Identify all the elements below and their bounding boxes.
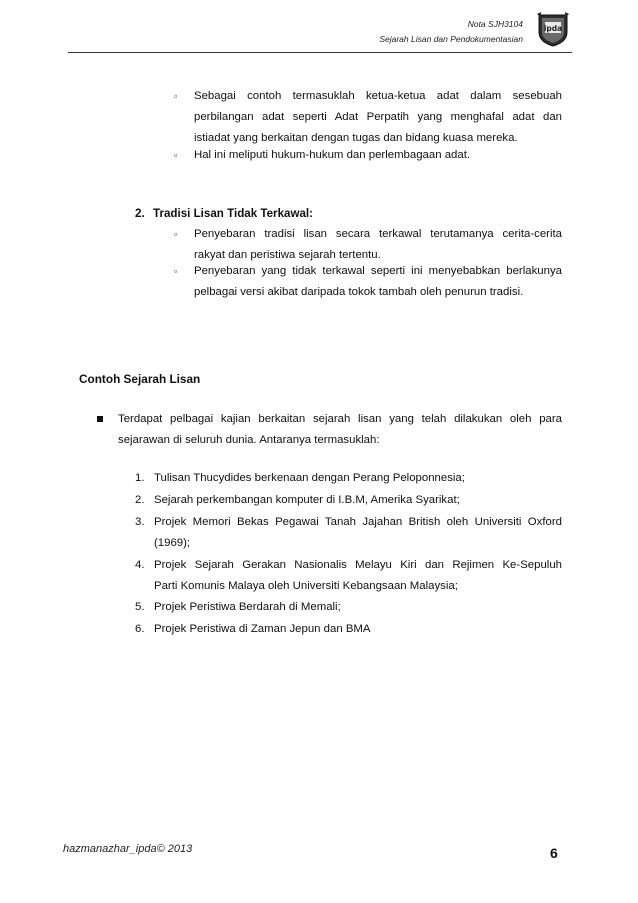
course-code: Nota SJH3104 [467,19,523,29]
list-item: Projek Sejarah Gerakan Nasionalis Melayu Kiri dan Rejimen Ke-Sepuluh [154,559,562,571]
list-item: Projek Peristiwa Berdarah di Memali; [154,601,341,613]
square-outline-bullet-icon: ▫ [174,91,178,101]
list-item: Sejarah perkembangan komputer di I.B.M, Amerika Syarikat; [154,494,460,506]
list-number: 3. [135,516,145,528]
bullet-line: rakyat dan peristiwa sejarah tertentu. [194,249,381,261]
footer-author: hazmanazhar_ipda© 2013 [63,843,193,855]
list-item: Projek Peristiwa di Zaman Jepun dan BMA [154,623,371,635]
list-number: 1. [135,472,145,484]
list-item: Projek Memori Bekas Pegawai Tanah Jajahan British oleh Universiti Oxford [154,516,562,528]
square-outline-bullet-icon: ▫ [174,150,178,160]
section-title: Contoh Sejarah Lisan [79,372,201,386]
bullet-line: Penyebaran tradisi lisan secara terkawal terutamanya cerita-cerita [194,228,562,240]
header-rule [68,52,572,53]
list-number: 2. [135,494,145,506]
bullet-line: pelbagai versi akibat daripada tokok tambah oleh penurun tradisi. [194,286,524,298]
bullet-line: Hal ini meliputi hukum-hukum dan perlembagaan adat. [194,149,471,161]
logo-text: ipda [543,24,563,33]
list-item: (1969); [154,537,191,549]
page-number: 6 [550,845,558,861]
intro-line: Terdapat pelbagai kajian berkaitan sejarah lisan yang telah dilakukan oleh para [118,413,562,425]
filled-square-bullet-icon [97,416,103,422]
list-number: 5. [135,601,145,613]
section-number: 2. [135,207,145,220]
square-outline-bullet-icon: ▫ [174,266,178,276]
ipda-crest-icon [536,12,570,48]
page-header [0,0,638,60]
course-title: Sejarah Lisan dan Pendokumentasian [379,34,523,44]
bullet-line: Sebagai contoh termasuklah ketua-ketua adat dalam sesebuah [194,90,562,102]
list-number: 4. [135,559,145,571]
section-heading: Tradisi Lisan Tidak Terkawal: [153,207,314,220]
list-number: 6. [135,623,145,635]
bullet-line: perbilangan adat seperti Adat Perpatih yang menghafal adat dan [194,111,562,123]
bullet-line: istiadat yang berkaitan dengan tugas dan bidang kuasa mereka. [194,132,518,144]
square-outline-bullet-icon: ▫ [174,229,178,239]
list-item: Tulisan Thucydides berkenaan dengan Perang Peloponnesia; [154,472,465,484]
bullet-line: Penyebaran yang tidak terkawal seperti ini menyebabkan berlakunya [194,265,562,277]
intro-line: sejarawan di seluruh dunia. Antaranya termasuklah: [118,434,380,446]
list-item: Parti Komunis Malaya oleh Universiti Kebangsaan Malaysia; [154,580,458,592]
